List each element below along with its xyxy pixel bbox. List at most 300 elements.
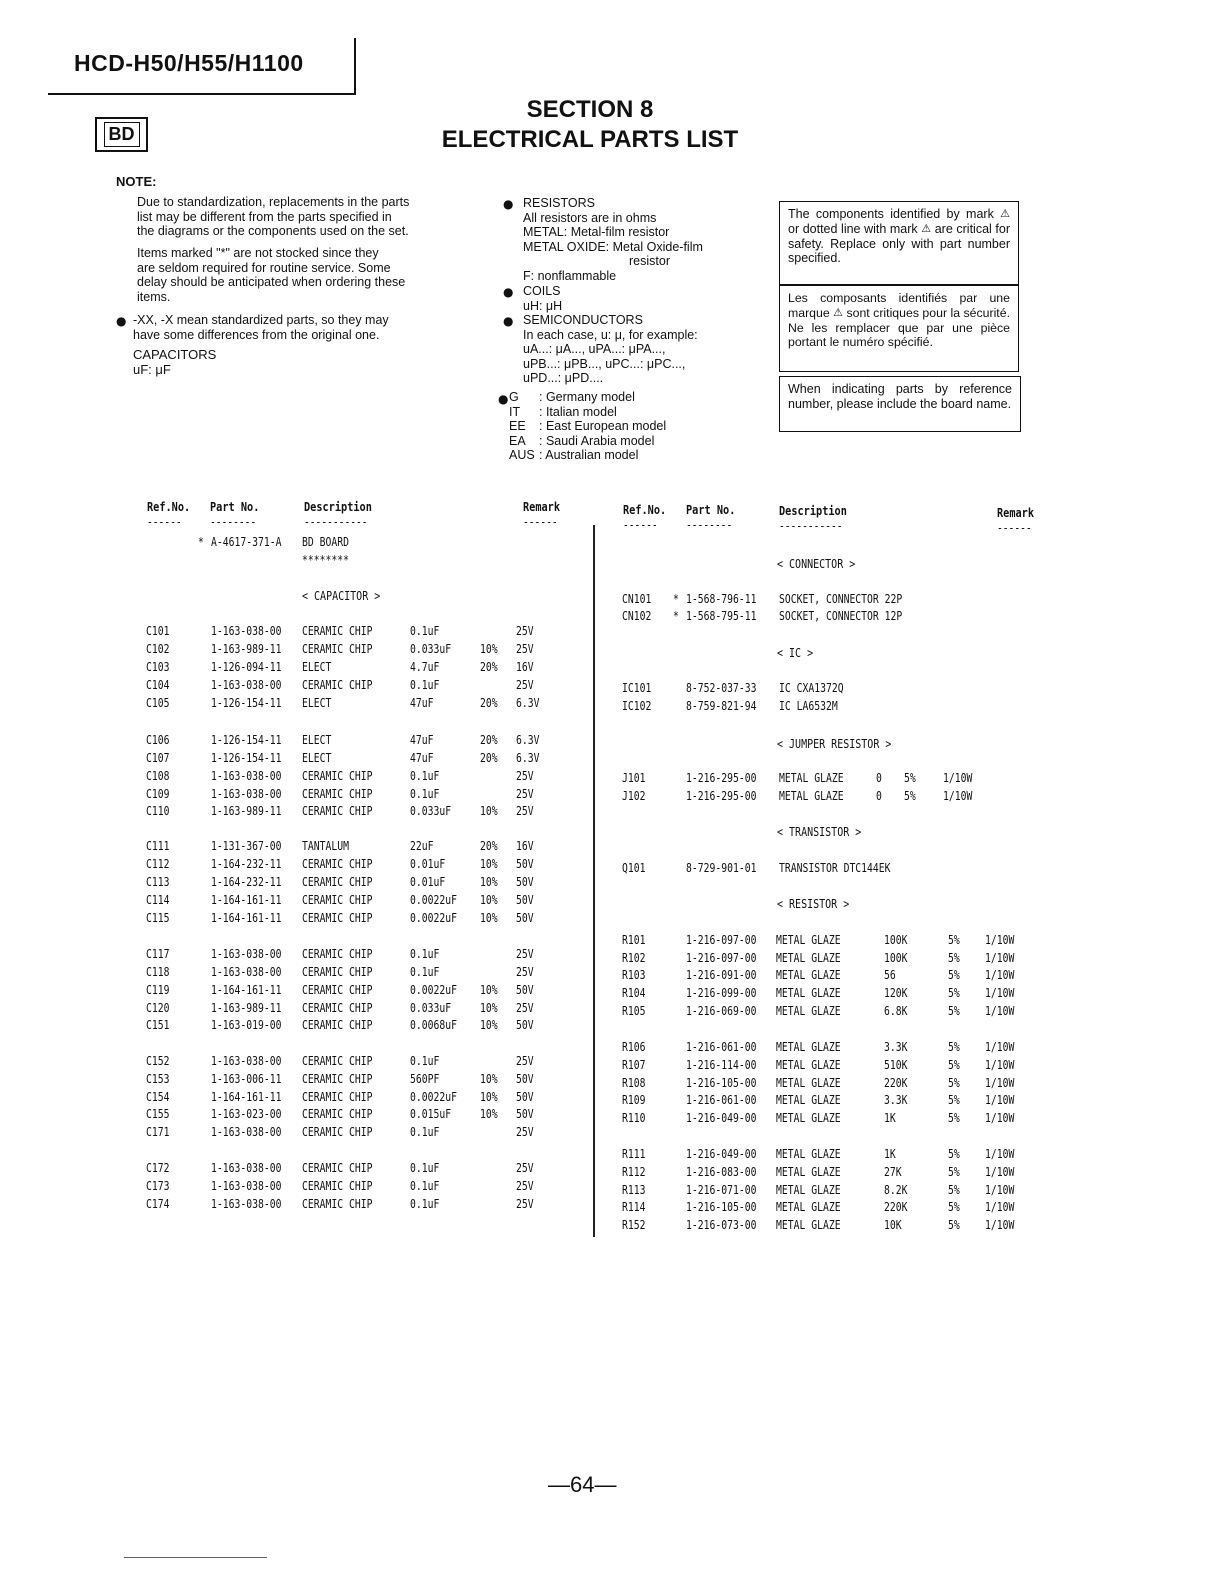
cell-value: 0.1uF (410, 1160, 440, 1175)
cell-voltage: 25V (516, 1124, 534, 1139)
model-code: IT (509, 404, 521, 419)
cell-voltage: 16V (516, 838, 534, 853)
cell-ref: C120 (146, 1000, 170, 1015)
note-label: NOTE: (116, 174, 157, 189)
legend-line: uA...: μA..., uPA...: μPA..., (523, 342, 666, 357)
cell-value: 0.0068uF (410, 1017, 457, 1032)
cell-tolerance: 10% (480, 1106, 498, 1121)
cell-description: METAL GLAZE (776, 932, 841, 947)
cell-description: CERAMIC CHIP (302, 623, 373, 638)
cell-voltage: 25V (516, 786, 534, 801)
cell-voltage: 25V (516, 641, 534, 656)
cell-wattage: 1/10W (985, 1092, 1015, 1107)
cell-voltage: 50V (516, 910, 534, 925)
bullet-icon: ● (503, 314, 514, 328)
cell-ref: C115 (146, 910, 170, 925)
cell-value: 100K (884, 932, 908, 947)
cell-ref: C153 (146, 1071, 170, 1086)
group-resistor: < RESISTOR > (777, 896, 850, 911)
footer-line (124, 1557, 267, 1558)
cell-description: CERAMIC CHIP (302, 892, 373, 907)
cell-part-number: 8-752-037-33 (686, 680, 757, 695)
header-rule-vertical (354, 38, 356, 94)
safety-text: Les composants identifiés par une marque (788, 291, 1010, 320)
safety-text: sont critiques pour la sécurité. Ne les remplacer que par une pièce portant le numéro spécifié. (788, 305, 1010, 350)
model-code: AUS (509, 448, 535, 463)
cell-part-number: 1-216-049-00 (686, 1146, 757, 1161)
cell-description: CERAMIC CHIP (302, 1178, 373, 1193)
cell-part-number: 1-216-295-00 (686, 788, 757, 803)
cell-voltage: 50V (516, 1106, 534, 1121)
header-rule-horizontal (48, 93, 356, 95)
cell-part-number: 1-164-161-11 (211, 892, 282, 907)
cell-voltage: 25V (516, 1196, 534, 1211)
cell-ref: C104 (146, 677, 170, 692)
cell-description: METAL GLAZE (776, 1146, 841, 1161)
board-star: * (198, 534, 204, 549)
safety-text: The components identified by mark (788, 207, 994, 221)
cell-tolerance: 5% (904, 788, 916, 803)
legend-line: uPD...: μPD.... (523, 371, 604, 386)
cell-description: CERAMIC CHIP (302, 1053, 373, 1068)
model-code: EA (509, 433, 526, 448)
cell-tolerance: 10% (480, 1000, 498, 1015)
cell-description: METAL GLAZE (776, 985, 841, 1000)
note-line: items. (137, 289, 171, 304)
cell-part-number: 1-131-367-00 (211, 838, 282, 853)
model-code: G (509, 390, 519, 404)
capacitors-unit: uF: μF (133, 361, 171, 377)
bullet-icon: ● (498, 392, 509, 406)
cell-voltage: 25V (516, 964, 534, 979)
cell-part-number: 1-163-038-00 (211, 964, 282, 979)
cell-ref: C154 (146, 1089, 170, 1104)
col-header-remark: Remark (997, 505, 1035, 520)
cell-part-number: 1-163-038-00 (211, 677, 282, 692)
safety-text: or dotted line with mark (788, 221, 918, 236)
cell-ref: R108 (622, 1075, 646, 1090)
cell-description: CERAMIC CHIP (302, 1000, 373, 1015)
note-standardized-parts (133, 313, 389, 342)
cell-tolerance: 5% (948, 1182, 960, 1197)
cell-part-number: 1-216-105-00 (686, 1199, 757, 1214)
cell-value: 3.3K (884, 1092, 908, 1107)
cell-part-number: 8-729-901-01 (686, 860, 757, 875)
cell-voltage: 25V (516, 1160, 534, 1175)
safety-notice-english (779, 201, 1019, 285)
cell-description: CERAMIC CHIP (302, 1106, 373, 1121)
cell-description: METAL GLAZE (776, 967, 841, 982)
note-line: delay should be anticipated when ordering these (137, 275, 406, 289)
cell-part-number: 1-163-038-00 (211, 786, 282, 801)
model-number: HCD-H50/H55/H1100 (74, 50, 304, 76)
col-header-part: Part No. (686, 502, 736, 517)
board-stars: ******** (302, 552, 349, 567)
cell-description: IC CXA1372Q (779, 680, 844, 695)
cell-voltage: 25V (516, 803, 534, 818)
cell-ref: R107 (622, 1057, 646, 1072)
legend-line: resistor (629, 254, 670, 269)
cell-wattage: 1/10W (985, 1146, 1015, 1161)
model-desc: : Germany model (539, 390, 635, 404)
cell-ref: C101 (146, 623, 170, 638)
section-number: SECTION 8 (526, 96, 654, 123)
cell-value: 0.1uF (410, 1178, 440, 1193)
cell-part-number: 1-126-154-11 (211, 695, 282, 710)
cell-ref: C172 (146, 1160, 170, 1175)
cell-star: * (673, 608, 679, 623)
cell-ref: C173 (146, 1178, 170, 1193)
cell-wattage: 1/10W (985, 1057, 1015, 1072)
cell-description: METAL GLAZE (776, 1199, 841, 1214)
cell-voltage: 16V (516, 659, 534, 674)
cell-wattage: 1/10W (985, 932, 1015, 947)
cell-tolerance: 5% (948, 1057, 960, 1072)
cell-value: 0.1uF (410, 1196, 440, 1211)
cell-part-number: 1-164-161-11 (211, 982, 282, 997)
cell-part-number: 1-216-114-00 (686, 1057, 757, 1072)
cell-tolerance: 10% (480, 1089, 498, 1104)
model-desc: : Saudi Arabia model (539, 433, 655, 448)
cell-part-number: 1-163-038-00 (211, 946, 282, 961)
cell-wattage: 1/10W (985, 1075, 1015, 1090)
legend-coils (523, 284, 562, 313)
col-underline: ------ (523, 515, 558, 529)
cell-description: METAL GLAZE (776, 1182, 841, 1197)
cell-description: METAL GLAZE (776, 1003, 841, 1018)
cell-voltage: 6.3V (516, 750, 540, 765)
cell-tolerance: 10% (480, 1017, 498, 1032)
cell-tolerance: 5% (948, 1217, 960, 1232)
cell-value: 0.1uF (410, 946, 440, 961)
cell-voltage: 6.3V (516, 695, 540, 710)
model-row (509, 419, 666, 434)
legend-line: METAL OXIDE: Metal Oxide-film (523, 239, 703, 254)
cell-ref: C109 (146, 786, 170, 801)
cell-wattage: 1/10W (985, 950, 1015, 965)
cell-wattage: 1/10W (985, 1003, 1015, 1018)
cell-part-number: 1-216-097-00 (686, 932, 757, 947)
cell-wattage: 1/10W (985, 1110, 1015, 1125)
cell-part-number: 1-163-038-00 (211, 1053, 282, 1068)
cell-description: CERAMIC CHIP (302, 982, 373, 997)
note-line: list may be different from the parts specified in (137, 209, 392, 224)
cell-tolerance: 5% (948, 1164, 960, 1179)
cell-voltage: 25V (516, 946, 534, 961)
cell-value: 10K (884, 1217, 902, 1232)
cell-tolerance: 10% (480, 982, 498, 997)
cell-value: 0.1uF (410, 1124, 440, 1139)
cell-part-number: 1-163-023-00 (211, 1106, 282, 1121)
legend-line: In each case, u: μ, for example: (523, 327, 698, 342)
cell-ref: R101 (622, 932, 646, 947)
cell-value: 47uF (410, 750, 434, 765)
cell-description: CERAMIC CHIP (302, 1124, 373, 1139)
capacitors-title: CAPACITORS (133, 347, 217, 362)
cell-description: CERAMIC CHIP (302, 946, 373, 961)
cell-description: CERAMIC CHIP (302, 874, 373, 889)
cell-ref: C155 (146, 1106, 170, 1121)
model-row (509, 405, 666, 420)
cell-voltage: 25V (516, 1000, 534, 1015)
cell-voltage: 50V (516, 982, 534, 997)
cell-ref: C112 (146, 856, 170, 871)
cell-description: CERAMIC CHIP (302, 856, 373, 871)
cell-description: ELECT (302, 695, 332, 710)
legend-models (509, 390, 666, 463)
cell-description: METAL GLAZE (776, 1164, 841, 1179)
cell-part-number: 1-216-295-00 (686, 770, 757, 785)
cell-ref: CN101 (622, 591, 652, 606)
cell-wattage: 1/10W (985, 1164, 1015, 1179)
cell-tolerance: 5% (948, 985, 960, 1000)
cell-value: 47uF (410, 732, 434, 747)
cell-description: CERAMIC CHIP (302, 641, 373, 656)
cell-value: 0.033uF (410, 1000, 452, 1015)
cell-value: 0.1uF (410, 786, 440, 801)
col-header-ref: Ref.No. (147, 499, 191, 514)
note-standardization (137, 195, 409, 239)
cell-part-number: 1-163-038-00 (211, 623, 282, 638)
cell-tolerance: 5% (948, 967, 960, 982)
legend-line: All resistors are in ohms (523, 210, 657, 225)
page-number: —64— (548, 1472, 617, 1497)
cell-value: 3.3K (884, 1039, 908, 1054)
legend-line: uH: μH (523, 298, 563, 313)
cell-wattage: 1/10W (985, 1199, 1015, 1214)
cell-part-number: 1-164-161-11 (211, 1089, 282, 1104)
cell-value: 0.1uF (410, 1053, 440, 1068)
cell-part-number: 1-163-038-00 (211, 768, 282, 783)
cell-description: CERAMIC CHIP (302, 910, 373, 925)
cell-ref: C174 (146, 1196, 170, 1211)
cell-ref: Q101 (622, 860, 646, 875)
warning-triangle-icon: ⚠ (921, 222, 932, 235)
cell-ref: C151 (146, 1017, 170, 1032)
group-transistor: < TRANSISTOR > (777, 824, 862, 839)
cell-tolerance: 5% (948, 1075, 960, 1090)
cell-part-number: 1-164-232-11 (211, 874, 282, 889)
cell-value: 1K (884, 1146, 896, 1161)
cell-ref: C113 (146, 874, 170, 889)
cell-description: METAL GLAZE (776, 1092, 841, 1107)
cell-value: 220K (884, 1075, 908, 1090)
cell-ref: C102 (146, 641, 170, 656)
note-not-stocked (137, 246, 405, 304)
cell-tolerance: 5% (948, 1146, 960, 1161)
cell-tolerance: 5% (948, 1110, 960, 1125)
cell-description: ELECT (302, 732, 332, 747)
cell-value: 8.2K (884, 1182, 908, 1197)
model-desc: : Italian model (539, 404, 617, 419)
group-jumper-resistor: < JUMPER RESISTOR > (777, 736, 892, 751)
cell-ref: J102 (622, 788, 646, 803)
cell-wattage: 1/10W (943, 788, 973, 803)
cell-ref: C152 (146, 1053, 170, 1068)
legend-line: RESISTORS (523, 196, 596, 210)
col-underline: ------ (147, 515, 182, 529)
cell-part-number: 1-163-989-11 (211, 1000, 282, 1015)
cell-ref: CN102 (622, 608, 652, 623)
cell-tolerance: 5% (948, 1092, 960, 1107)
cell-ref: R113 (622, 1182, 646, 1197)
section-title (440, 95, 740, 155)
cell-ref: C117 (146, 946, 170, 961)
cell-tolerance: 20% (480, 750, 498, 765)
cell-part-number: 1-216-049-00 (686, 1110, 757, 1125)
cell-ref: C105 (146, 695, 170, 710)
cell-description: TANTALUM (302, 838, 349, 853)
note-line: have some differences from the original one. (133, 327, 380, 342)
legend-line: uPB...: μPB..., uPC...: μPC..., (523, 356, 686, 371)
group-ic: < IC > (777, 645, 814, 660)
cell-wattage: 1/10W (985, 1039, 1015, 1054)
cell-part-number: 1-163-038-00 (211, 1178, 282, 1193)
cell-part-number: 1-216-097-00 (686, 950, 757, 965)
cell-description: METAL GLAZE (779, 770, 844, 785)
col-header-part: Part No. (210, 499, 260, 514)
col-underline: -------- (210, 515, 257, 529)
note-line: Due to standardization, replacements in the parts (137, 195, 410, 209)
cell-ref: C108 (146, 768, 170, 783)
model-desc: : East European model (539, 419, 667, 434)
cell-part-number: 1-163-019-00 (211, 1017, 282, 1032)
section-heading: ELECTRICAL PARTS LIST (441, 126, 739, 153)
board-tag-label: BD (104, 122, 140, 147)
cell-value: 0.01uF (410, 874, 446, 889)
cell-ref: R111 (622, 1146, 646, 1161)
cell-value: 0.033uF (410, 803, 452, 818)
note-line: Items marked "*" are not stocked since they (137, 246, 379, 260)
cell-ref: C110 (146, 803, 170, 818)
col-underline: -------- (686, 518, 733, 532)
col-underline: ------ (997, 521, 1032, 535)
cell-value: 0.0022uF (410, 982, 457, 997)
cell-ref: R110 (622, 1110, 646, 1125)
cell-tolerance: 10% (480, 641, 498, 656)
cell-part-number: 1-568-795-11 (686, 608, 757, 623)
cell-description: CERAMIC CHIP (302, 786, 373, 801)
cell-description: CERAMIC CHIP (302, 964, 373, 979)
cell-value: 220K (884, 1199, 908, 1214)
cell-tolerance: 5% (948, 932, 960, 947)
note-capacitors (133, 348, 216, 377)
model-row (509, 390, 666, 405)
cell-part-number: 1-568-796-11 (686, 591, 757, 606)
cell-tolerance: 5% (948, 950, 960, 965)
cell-ref: R106 (622, 1039, 646, 1054)
col-underline: ----------- (304, 515, 368, 529)
cell-ref: C119 (146, 982, 170, 997)
cell-tolerance: 10% (480, 874, 498, 889)
cell-value: 120K (884, 985, 908, 1000)
cell-part-number: 1-163-038-00 (211, 1124, 282, 1139)
cell-tolerance: 5% (904, 770, 916, 785)
cell-tolerance: 10% (480, 910, 498, 925)
cell-value: 0.033uF (410, 641, 452, 656)
board-tag (95, 117, 148, 152)
cell-voltage: 6.3V (516, 732, 540, 747)
cell-part-number: 1-164-232-11 (211, 856, 282, 871)
cell-tolerance: 10% (480, 856, 498, 871)
board-name: BD BOARD (302, 534, 349, 549)
model-row (509, 434, 666, 449)
cell-ref: R114 (622, 1199, 646, 1214)
cell-part-number: 1-216-069-00 (686, 1003, 757, 1018)
cell-part-number: 1-216-061-00 (686, 1092, 757, 1107)
cell-value: 560PF (410, 1071, 440, 1086)
cell-ref: J101 (622, 770, 646, 785)
cell-description: CERAMIC CHIP (302, 768, 373, 783)
cell-description: ELECT (302, 750, 332, 765)
note-line: the diagrams or the components used on the set. (137, 224, 409, 238)
cell-value: 6.8K (884, 1003, 908, 1018)
cell-value: 47uF (410, 695, 434, 710)
safety-text: are critical for safety. Replace only with part number specified. (788, 221, 1010, 266)
cell-voltage: 50V (516, 892, 534, 907)
cell-value: 0.015uF (410, 1106, 452, 1121)
cell-value: 0.0022uF (410, 1089, 457, 1104)
cell-value: 0 (876, 788, 882, 803)
cell-part-number: 1-163-006-11 (211, 1071, 282, 1086)
note-line: are seldom required for routine service. Some (137, 260, 391, 275)
legend-resistors (523, 196, 703, 284)
cell-voltage: 25V (516, 677, 534, 692)
cell-part-number: 1-164-161-11 (211, 910, 282, 925)
cell-voltage: 50V (516, 1089, 534, 1104)
cell-tolerance: 20% (480, 732, 498, 747)
cell-wattage: 1/10W (985, 967, 1015, 982)
cell-value: 56 (884, 967, 896, 982)
cell-wattage: 1/10W (985, 1182, 1015, 1197)
cell-voltage: 25V (516, 1053, 534, 1068)
cell-description: CERAMIC CHIP (302, 1071, 373, 1086)
cell-ref: C106 (146, 732, 170, 747)
cell-part-number: 1-216-073-00 (686, 1217, 757, 1232)
cell-tolerance: 5% (948, 1003, 960, 1018)
cell-value: 0.01uF (410, 856, 446, 871)
legend-semiconductors (523, 313, 698, 386)
cell-value: 22uF (410, 838, 434, 853)
cell-description: CERAMIC CHIP (302, 1196, 373, 1211)
legend-line: COILS (523, 284, 561, 298)
reference-text: When indicating parts by reference number, please include the board name. (788, 382, 1012, 411)
cell-part-number: 1-216-071-00 (686, 1182, 757, 1197)
group-capacitor: < CAPACITOR > (302, 588, 381, 603)
cell-description: CERAMIC CHIP (302, 1017, 373, 1032)
cell-description: CERAMIC CHIP (302, 1160, 373, 1175)
cell-ref: R105 (622, 1003, 646, 1018)
cell-part-number: 1-216-091-00 (686, 967, 757, 982)
cell-ref: R152 (622, 1217, 646, 1232)
cell-ref: C103 (146, 659, 170, 674)
cell-description: METAL GLAZE (776, 1039, 841, 1054)
cell-voltage: 50V (516, 856, 534, 871)
cell-tolerance: 20% (480, 838, 498, 853)
cell-description: CERAMIC CHIP (302, 803, 373, 818)
cell-description: IC LA6532M (779, 698, 838, 713)
cell-ref: R112 (622, 1164, 646, 1179)
cell-part-number: 1-126-154-11 (211, 750, 282, 765)
cell-ref: R103 (622, 967, 646, 982)
cell-part-number: 1-163-038-00 (211, 1196, 282, 1211)
cell-value: 100K (884, 950, 908, 965)
cell-tolerance: 10% (480, 892, 498, 907)
cell-value: 1K (884, 1110, 896, 1125)
cell-voltage: 50V (516, 1071, 534, 1086)
reference-notice (779, 376, 1021, 432)
cell-part-number: 1-163-989-11 (211, 803, 282, 818)
